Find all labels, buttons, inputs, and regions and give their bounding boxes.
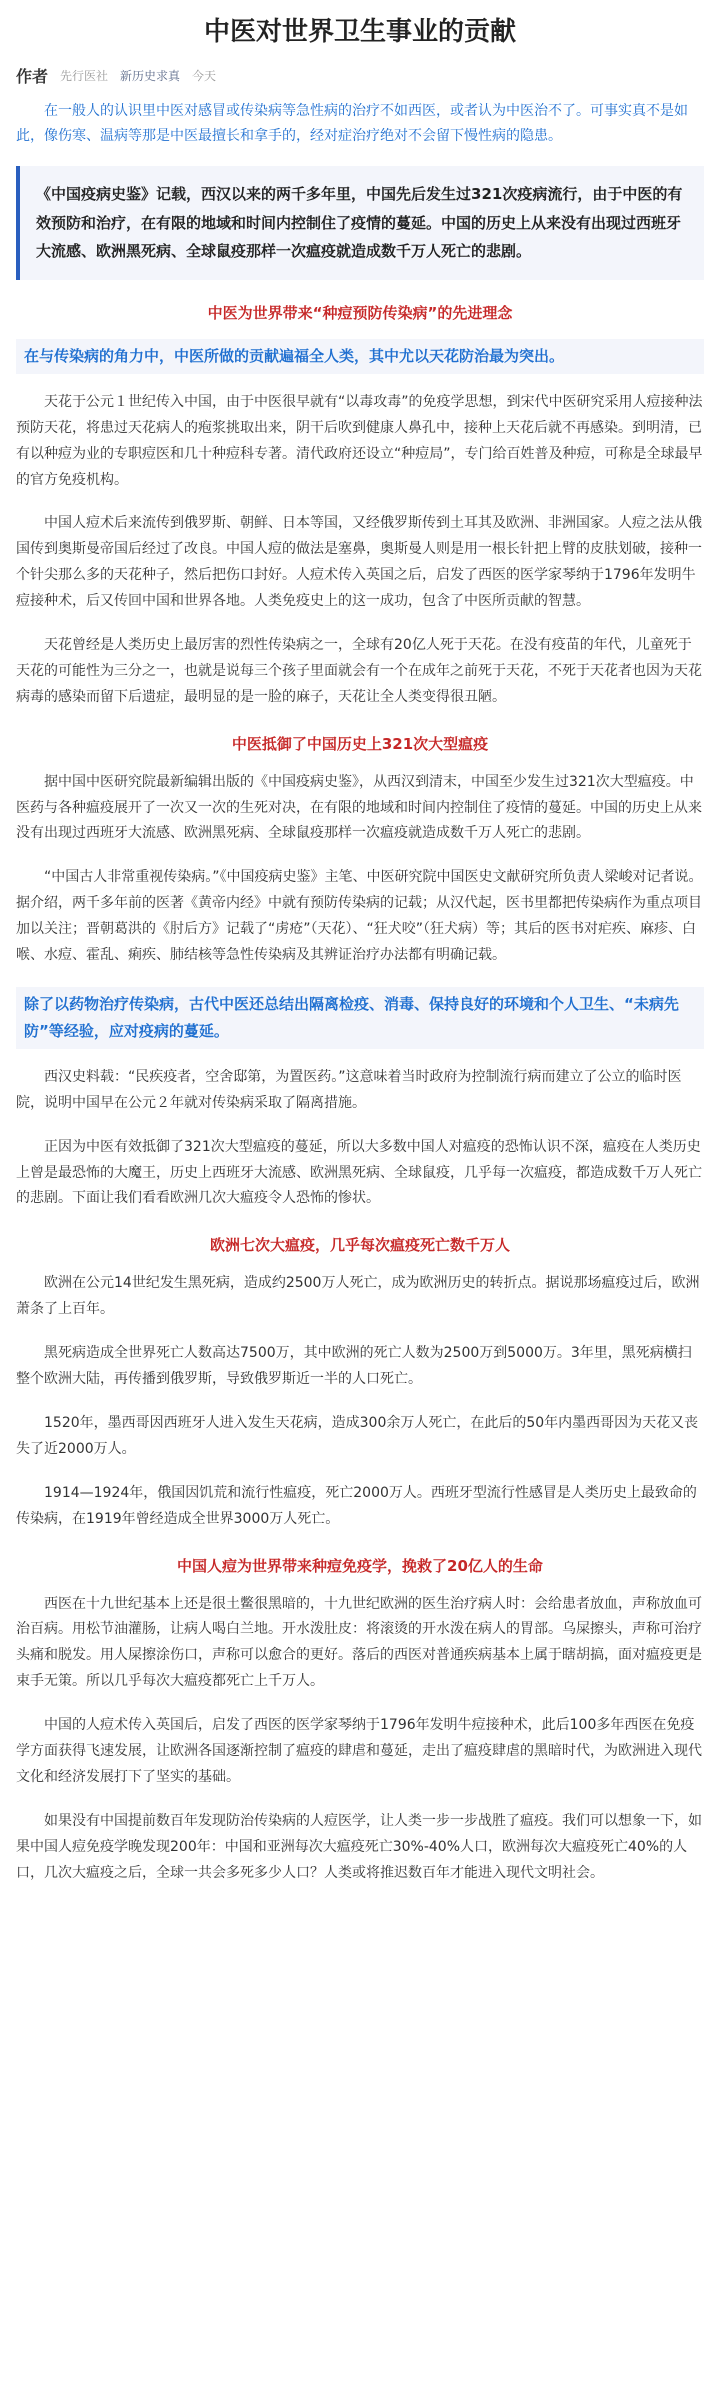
author-name[interactable]: 先行医社: [60, 69, 109, 84]
paragraph: 天花曾经是人类历史上最厉害的烈性传染病之一，全球有20亿人死于天花。在没有疫苗的年代，儿童死于天花的可能性为三分之一，也就是说每三个孩子里面就会有一个在成年之前死于天花，不死于天花者也因为天花病毒的感染而留下后遗症，最明显的是一脸的麻子，天花让全人类变得很丑陋。: [16, 637, 702, 705]
article-meta: [16, 64, 704, 87]
intro-quote-block: [16, 166, 704, 280]
paragraph: “中国古人非常重视传染病。”《中国疫病史鉴》主笔、中医研究院中国医史文献研究所负责人梁峻对记者说。据介绍，两千多年前的医著《黄帝内经》中就有预防传染病的记载；从汉代起，医书里都把传染病作为重点项目加以关注；晋朝葛洪的《肘后方》记载了“虏疮”（天花）、“狂犬咬”（狂犬病）等；其后的医书对疟疾、麻疹、白喉、水痘、霍乱、痢疾、肺结核等急性传染病及其辨证治疗办法都有明确记载。: [16, 869, 703, 964]
subheading-smallpox: 在与传染病的角力中，中医所做的贡献遍福全人类，其中尤以天花防治最为突出。: [16, 339, 704, 374]
section-heading-europe-plagues: 欧洲七次大瘟疫，几乎每次瘟疫死亡数千万人: [209, 1236, 510, 1255]
paragraph: 中国人痘术后来流传到俄罗斯、朝鲜、日本等国，又经俄罗斯传到土耳其及欧洲、非洲国家。人痘之法从俄国传到奥斯曼帝国后经过了改良。中国人痘的做法是塞鼻，奥斯曼人则是用一根长针把上臂的皮肤划破，接种一个针尖那么多的天花种子，然后把伤口封好。人痘术传入英国之后，启发了西医的医学家琴纳于1796年发明牛痘接种术，后又传回中国和世界各地。人类免疫史上的这一成功，包含了中医所贡献的智慧。: [16, 515, 702, 610]
section-heading-321-epidemics: 中医抵御了中国历史上321次大型瘟疫: [231, 734, 489, 753]
paragraph: 正因为中医有效抵御了321次大型瘟疫的蔓延，所以大多数中国人对瘟疫的恐怖认识不深，瘟疫在人类历史上曾是最恐怖的大魔王，历史上西班牙大流感、欧洲黑死病、全球鼠疫，几乎每一次瘟疫，都造成数千万人死亡的悲剧。下面让我们看看欧洲几次大瘟疫令人恐怖的惨状。: [16, 1138, 702, 1207]
subheading-quarantine: 除了以药物治疗传染病，古代中医还总结出隔离检疫、消毒、保持良好的环境和个人卫生、“未病先防”等经验，应对疫病的蔓延。: [16, 987, 704, 1049]
paragraph: 中国的人痘术传入英国后，启发了西医的医学家琴纳于1796年发明牛痘接种术，此后100多年西医在免疫学方面获得飞速发展，让欧洲各国逐渐控制了瘟疫的肆虐和蔓延，走出了瘟疫肆虐的黑暗时代，为欧洲进入现代文化和经济发展打下了坚实的基础。: [16, 1717, 702, 1785]
paragraph: 1520年，墨西哥因西班牙人进入发生天花病，造成300余万人死亡，在此后的50年内墨西哥因为天花又丧失了近2000万人。: [16, 1414, 699, 1457]
publish-time: 今天: [192, 69, 217, 84]
lead-paragraph: 在一般人的认识里中医对感冒或传染病等急性病的治疗不如西医，或者认为中医治不了。可事实真不是如此，像伤寒、温病等那是中医最擅长和拿手的，经对症治疗绝对不会留下慢性病的隐患。: [16, 103, 688, 144]
paragraph: 欧洲在公元14世纪发生黑死病，造成约2500万人死亡，成为欧洲历史的转折点。据说那场瘟疫过后，欧洲萧条了上百年。: [16, 1275, 700, 1318]
paragraph: 西医在十九世纪基本上还是很土鳖很黑暗的，十九世纪欧洲的医生治疗病人时：会给患者放血，声称放血可治百病。用松节油灌肠，让病人喝白兰地。开水泼肚皮：将滚烫的开水泼在病人的胃部。乌屎擦头，声称可治疗头痛和脱发。用人屎擦涂伤口，声称可以愈合的更好。落后的西医对普通疾病基本上属于瞎胡搞，面对瘟疫更是束手无策。所以几乎每次大瘟疫都死亡上千万人。: [16, 1595, 702, 1690]
author-label: 作者: [16, 67, 49, 87]
source-link[interactable]: 新历史求真: [120, 69, 181, 84]
intro-text: 《中国疫病史鉴》记载，西汉以来的两千多年里，中国先后发生过321次疫病流行，由于中医的有效预防和治疗，在有限的地域和时间内控制住了疫情的蔓延。中国的历史上从来没有出现过西班牙大流感、欧洲黑死病、全球鼠疫那样一次瘟疫就造成数千万人死亡的悲剧。: [36, 185, 683, 261]
article-title: 中医对世界卫生事业的贡献: [203, 17, 516, 47]
section-heading-vaccination: 中医为世界带来“种痘预防传染病”的先进理念: [207, 303, 513, 322]
paragraph: 黑死病造成全世界死亡人数高达7500万，其中欧洲的死亡人数为2500万到5000万。3年里，黑死病横扫整个欧洲大陆，再传播到俄罗斯，导致俄罗斯近一半的人口死亡。: [16, 1345, 692, 1388]
paragraph: 西汉史料载：“民疾疫者，空舍邸第，为置医药。”这意味着当时政府为控制流行病而建立了公立的临时医院，说明中国早在公元２年就对传染病采取了隔离措施。: [16, 1068, 682, 1111]
paragraph: 如果没有中国提前数百年发现防治传染病的人痘医学，让人类一步一步战胜了瘟疫。我们可以想象一下，如果中国人痘免疫学晚发现200年：中国和亚洲每次大瘟疫死亡30%-40%人口，欧洲每次大瘟疫死亡40%的人口，几次大瘟疫之后，全球一共会多死多少人口？人类或将推迟数百年才能进入现代文明社会。: [16, 1812, 702, 1881]
section-heading-immunology: 中国人痘为世界带来种痘免疫学，挽救了20亿人的生命: [177, 1556, 543, 1575]
paragraph: 据中国中医研究院最新编辑出版的《中国疫病史鉴》，从西汉到清末，中国至少发生过321次大型瘟疫。中医药与各种瘟疫展开了一次又一次的生死对决，在有限的地域和时间内控制住了疫情的蔓延。中国的历史上从来没有出现过西班牙大流感、欧洲黑死病、全球鼠疫那样一次瘟疫就造成数千万人死亡的悲剧。: [16, 773, 702, 842]
paragraph: 1914—1924年，俄国因饥荒和流行性瘟疫，死亡2000万人。西班牙型流行性感冒是人类历史上最致命的传染病，在1919年曾经造成全世界3000万人死亡。: [16, 1484, 697, 1527]
paragraph: 天花于公元１世纪传入中国，由于中医很早就有“以毒攻毒”的免疫学思想，到宋代中医研究采用人痘接种法预防天花，将患过天花病人的疱浆挑取出来，阴干后吹到健康人鼻孔中，接种上天花后就不再感染。到明清，已有以种痘为业的专职痘医和几十种痘科专著。清代政府还设立“种痘局”，专门给百姓普及种痘，可称是全球最早的官方免疫机构。: [16, 393, 703, 488]
